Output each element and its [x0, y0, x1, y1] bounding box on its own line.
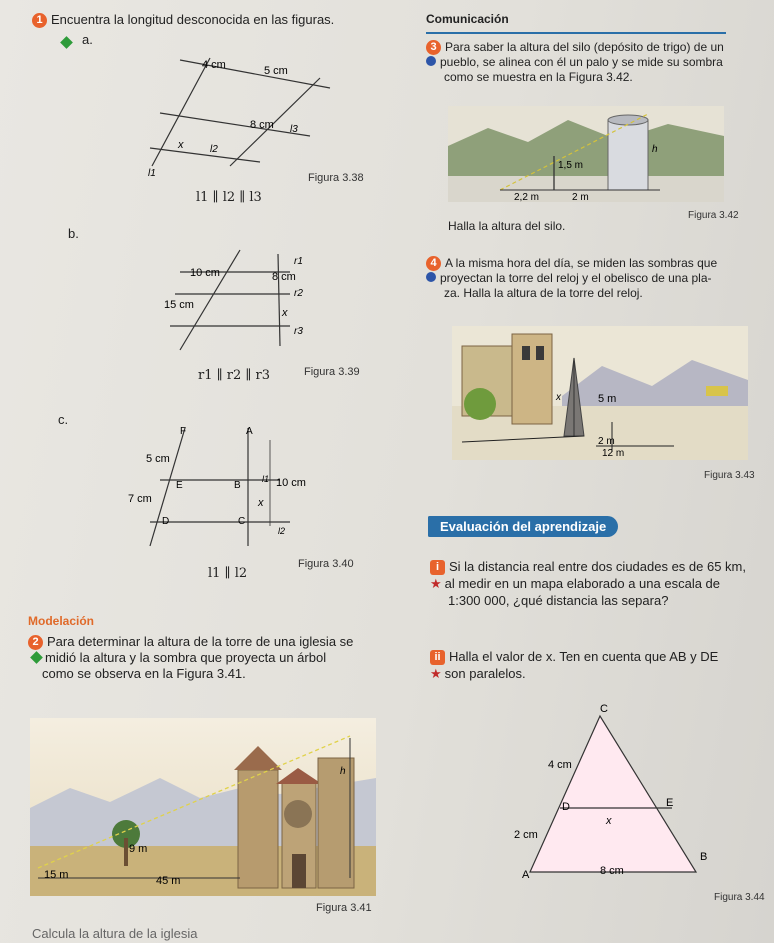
- figure-3-38: [140, 48, 340, 178]
- eval-ii-text: [430, 648, 762, 682]
- fig38-l2: l2: [210, 144, 218, 155]
- fig44-m2: 2 cm: [514, 829, 538, 841]
- eval-i-line3: 1:300 000, ¿qué distancia las separa?: [448, 593, 669, 609]
- fig41-caption: Figura 3.41: [316, 902, 372, 914]
- ex2-difficulty-icon: [30, 651, 43, 664]
- fig40-l2: l2: [278, 526, 286, 536]
- fig43-m2: 2 m: [598, 436, 615, 447]
- fig44-m3: 8 cm: [600, 865, 624, 877]
- fig38-m1: 4 cm: [202, 59, 226, 71]
- ex4-number: 4: [426, 256, 441, 271]
- ex3-number: 3: [426, 40, 441, 55]
- comunicacion-rule: [426, 32, 726, 34]
- fig41-h: h: [340, 766, 346, 777]
- ex3-line3: como se muestra en la Figura 3.42.: [444, 70, 633, 85]
- ex4-line1: A la misma hora del día, se miden las sombras que: [445, 256, 718, 270]
- ex1a-label: a.: [82, 32, 93, 47]
- figure-3-39: [160, 246, 320, 356]
- ex4-line3: za. Halla la altura de la torre del reloj.: [444, 286, 643, 301]
- eval-ii-label: ii: [430, 650, 445, 665]
- eval-i-text: [430, 558, 762, 609]
- fig40-A: A: [246, 426, 253, 437]
- fig39-r1: r1: [294, 256, 303, 267]
- fig41-m1: 9 m: [129, 843, 148, 855]
- ex2-number: 2: [28, 635, 43, 650]
- eval-ii-line1: Halla el valor de x. Ten en cuenta que AB y DE: [449, 649, 719, 664]
- fig43-m3: 12 m: [602, 448, 625, 459]
- ex3-line1: Para saber la altura del silo (depósito de trigo) de un: [445, 40, 724, 54]
- ex1a-difficulty-icon: [62, 34, 75, 52]
- ex1-number: 1: [32, 13, 47, 28]
- fig40-parallel: l1 ∥ l2: [208, 566, 248, 581]
- fig40-m1: 5 cm: [146, 453, 170, 465]
- fig42-m3: 2 m: [572, 192, 589, 202]
- fig39-m1: 10 cm: [190, 267, 220, 279]
- fig38-l3: l3: [290, 124, 298, 135]
- fig40-C: C: [238, 516, 246, 527]
- fig44-caption: Figura 3.44: [714, 892, 765, 903]
- fig39-m3: 15 cm: [164, 299, 194, 311]
- comunicacion-heading: Comunicación: [426, 12, 509, 26]
- line-bottom: [150, 148, 260, 162]
- fig39-x: x: [282, 307, 288, 319]
- ex1-title: [32, 12, 402, 28]
- line-l2: [230, 78, 320, 166]
- ex4-line2: proyectan la torre del reloj y el obelisco de una pla-: [440, 271, 712, 286]
- modelacion-heading: Modelación: [28, 614, 95, 628]
- fig40-l1: l1: [262, 474, 270, 484]
- ex2-text: [28, 634, 388, 682]
- figure-3-42: [448, 106, 724, 202]
- fig44-B: B: [700, 851, 708, 863]
- figure-3-43: [452, 326, 748, 460]
- eval-i-line1: Si la distancia real entre dos ciudades es de 65 km,: [449, 559, 747, 574]
- ex4-text: [426, 256, 756, 301]
- ex2-line3: como se observa en la Figura 3.41.: [42, 666, 246, 682]
- fig39-parallel: r1 ∥ r2 ∥ r3: [198, 368, 270, 383]
- ex2-line2: midió la altura y la sombra que proyecta un árbol: [45, 650, 327, 666]
- fig41-m3: 45 m: [156, 875, 181, 887]
- ex3-question: Halla la altura del silo.: [448, 219, 566, 233]
- figure-3-41: [30, 718, 376, 896]
- fig43-m1: 5 m: [598, 393, 617, 405]
- fig39-r2: r2: [294, 288, 303, 299]
- figure-3-40: [120, 422, 340, 552]
- figure-3-44: [500, 700, 730, 890]
- fig38-m2: 5 cm: [264, 65, 288, 77]
- fig40-D: D: [162, 516, 170, 527]
- fig44-E: E: [666, 797, 674, 809]
- ex3-line2: pueblo, se alinea con él un palo y se mide su sombra: [440, 55, 723, 70]
- fig44-A: A: [522, 869, 530, 881]
- fig40-m3: 10 cm: [276, 477, 306, 489]
- fig38-m3: 8 cm: [250, 119, 274, 131]
- fig38-x: x: [178, 139, 184, 151]
- eval-ii-star-icon: ★: [430, 666, 442, 682]
- ex3-difficulty-icon: [426, 56, 436, 66]
- fig43-caption: Figura 3.43: [704, 470, 755, 481]
- ex1c-label: c.: [58, 412, 69, 427]
- eval-i-line2: al medir en un mapa elaborado a una escala de: [444, 576, 721, 592]
- ex2-line1: Para determinar la altura de la torre de una iglesia se: [47, 634, 354, 649]
- fig42-h: h: [652, 144, 658, 155]
- ex1-text: Encuentra la longitud desconocida en las figuras.: [51, 12, 335, 27]
- fig40-E: E: [176, 480, 183, 491]
- fig40-F: F: [180, 426, 187, 437]
- fig40-m2: 7 cm: [128, 493, 152, 505]
- fig39-caption: Figura 3.39: [304, 366, 360, 378]
- fig42-m2: 2,2 m: [514, 192, 540, 202]
- eval-i-label: i: [430, 560, 445, 575]
- fig42-caption: Figura 3.42: [688, 210, 739, 221]
- eval-ii-line2: son paralelos.: [444, 666, 526, 682]
- fig39-m2: 8 cm: [272, 271, 296, 283]
- ex3-text: [426, 40, 756, 85]
- fig44-x: x: [606, 815, 612, 827]
- fig44-m1: 4 cm: [548, 759, 572, 771]
- fig43-x: x: [556, 392, 561, 403]
- fig40-caption: Figura 3.40: [298, 558, 354, 570]
- fig39-r3: r3: [294, 326, 303, 337]
- fig38-l1: l1: [148, 168, 156, 178]
- ex4-difficulty-icon: [426, 272, 436, 282]
- fig44-C: C: [600, 703, 608, 715]
- evaluacion-banner: Evaluación del aprendizaje: [428, 516, 618, 537]
- fig44-D: D: [562, 801, 570, 813]
- footer-cut-text: Calcula la altura de la iglesia: [32, 926, 198, 941]
- ex1b-label: b.: [68, 226, 79, 241]
- fig42-m1: 1,5 m: [558, 160, 584, 171]
- fig40-x: x: [258, 497, 264, 509]
- fig38-caption: Figura 3.38: [308, 172, 364, 184]
- line-mid: [160, 113, 310, 136]
- fig40-B: B: [234, 480, 241, 491]
- fig41-m2: 15 m: [44, 869, 69, 881]
- fig38-parallel: l1 ∥ l2 ∥ l3: [196, 190, 262, 205]
- eval-i-star-icon: ★: [430, 576, 442, 592]
